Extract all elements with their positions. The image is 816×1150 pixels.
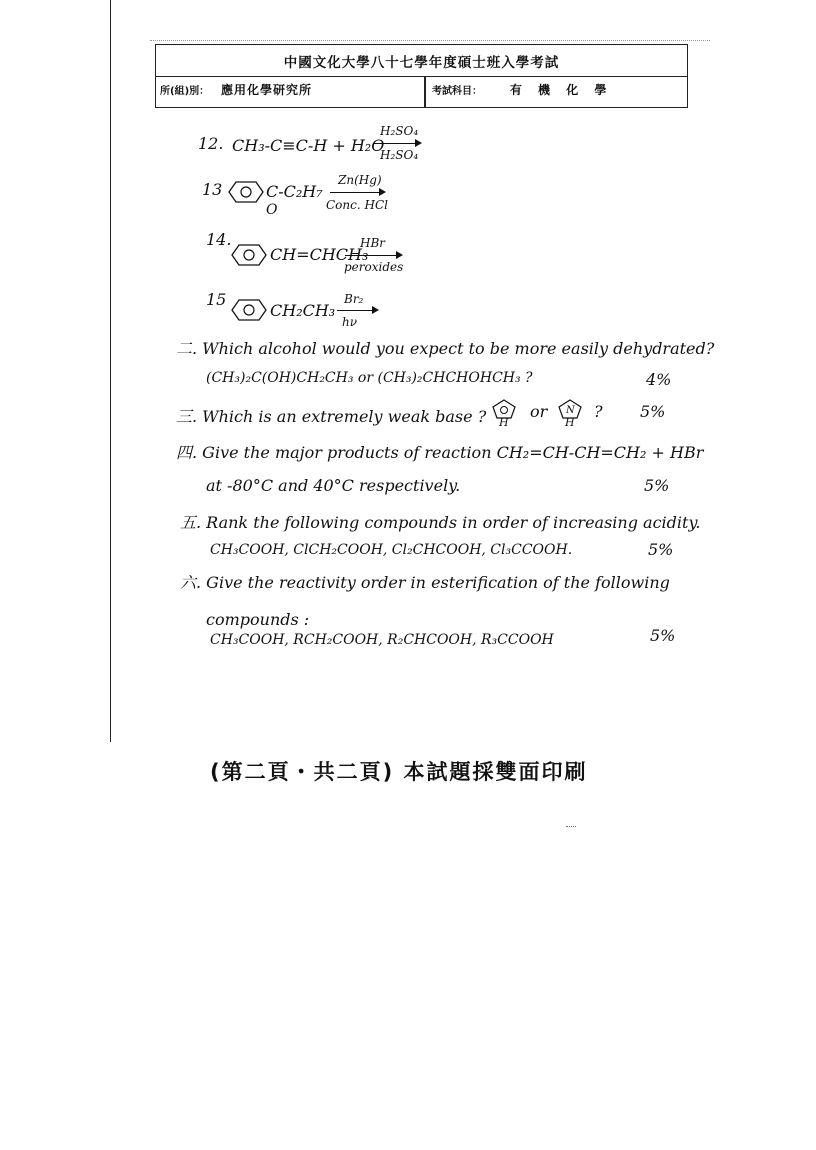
exam-title: 中國文化大學八十七學年度碩士班入學考試 [283, 55, 560, 71]
dept-field [160, 81, 422, 105]
section-5-line1: 五. Rank the following compounds in order of increasing acidity. [180, 513, 701, 532]
subject-value: 有 機 化 學 [509, 83, 613, 97]
section-2-points: 4% [646, 370, 672, 389]
dept-value: 應用化學研究所 [220, 83, 312, 97]
top-dots [150, 40, 710, 41]
q13-group: C-C₂H₇ [266, 182, 323, 201]
section-3-h2: H [565, 416, 575, 429]
q15-reagent-bottom: hν [342, 315, 358, 329]
q15-group: CH₂CH₃ [270, 301, 336, 320]
footer-dots [566, 826, 576, 827]
header-vertical-divider [424, 77, 426, 107]
section-4-points: 5% [644, 476, 670, 495]
q12-reactant: CH₃-C≡C-H + H₂O [232, 136, 385, 155]
q12-reagent-top: H₂SO₄ [380, 124, 419, 138]
page-margin-line [110, 0, 111, 742]
section-4-line2: at -80°C and 40°C respectively. [206, 476, 461, 495]
section-3-line1: 三. Which is an extremely weak base ? [176, 407, 487, 426]
subject-field [432, 81, 682, 105]
q12-reagent-bottom: H₂SO₄ [380, 148, 419, 162]
q13-reagent-top: Zn(Hg) [338, 173, 382, 187]
header-divider [156, 76, 687, 77]
benzene-ring-icon [231, 298, 267, 322]
section-6-line3: CH₃COOH, RCH₂COOH, R₂CHCOOH, R₃CCOOH [210, 632, 554, 648]
benzene-ring-icon [231, 243, 267, 267]
subject-label: 考試科目： [432, 86, 482, 97]
q15-number: 15 [206, 290, 227, 309]
q14-number: 14. [206, 230, 232, 249]
section-5-points: 5% [648, 540, 674, 559]
section-3-or: or [530, 402, 548, 421]
q12-arrow [374, 143, 420, 144]
section-6-line2: compounds : [206, 610, 310, 629]
section-3-question-mark: ? [594, 402, 603, 421]
exam-header [155, 44, 688, 108]
section-2-line1: 二. Which alcohol would you expect to be more easily dehydrated? [176, 339, 715, 358]
q15-reagent-top: Br₂ [344, 292, 364, 306]
q14-reagent-bottom: peroxides [344, 260, 404, 274]
q14-arrow [345, 255, 401, 256]
q14-group: CH=CHCH₃ [270, 245, 369, 264]
q14-reagent-top: HBr [360, 236, 386, 250]
q13-arrow [330, 192, 384, 193]
section-4-line1: 四. Give the major products of reaction CH₂=CH-CH=CH₂ + HBr [176, 443, 704, 462]
section-2-line2: (CH₃)₂C(OH)CH₂CH₃ or (CH₃)₂CHCHOHCH₃ ? [206, 370, 533, 386]
section-6-points: 5% [650, 626, 676, 645]
section-3-points: 5% [640, 402, 666, 421]
q15-arrow [337, 310, 377, 311]
q13-oxygen: O [266, 202, 278, 218]
dept-label: 所(組)別： [160, 86, 210, 97]
section-3-h1: H [499, 416, 509, 429]
q13-reagent-bottom: Conc. HCl [326, 198, 388, 212]
section-3-n2: N [566, 405, 575, 416]
q13-number: 13 [202, 180, 223, 199]
benzene-ring-icon [228, 180, 264, 204]
section-6-line1: 六. Give the reactivity order in esterification of the following [180, 573, 670, 592]
q12-number: 12. [198, 134, 224, 153]
section-5-line2: CH₃COOH, ClCH₂COOH, Cl₂CHCOOH, Cl₃CCOOH. [210, 542, 573, 558]
page-footer: (第二頁・共二頁) 本試題採雙面印刷 [210, 760, 588, 784]
